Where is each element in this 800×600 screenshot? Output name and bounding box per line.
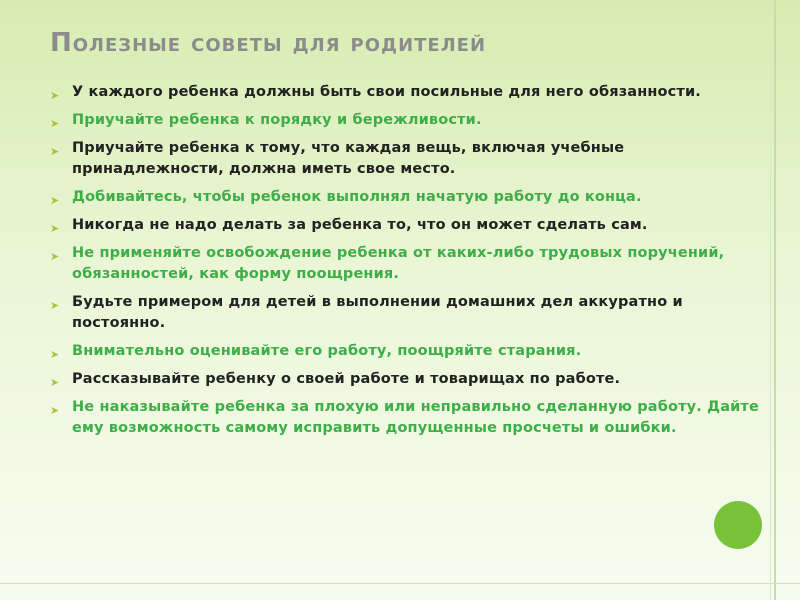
tip-text: Будьте примером для детей в выполнении домашних дел аккуратно и постоянно. — [72, 294, 683, 331]
decorative-green-circle — [714, 501, 762, 549]
arrow-bullet-icon: ➤ — [50, 404, 60, 417]
arrow-bullet-icon: ➤ — [50, 299, 60, 312]
tip-item — [46, 341, 761, 362]
arrow-bullet-icon: ➤ — [50, 376, 60, 389]
tip-item — [46, 110, 761, 131]
tip-text: У каждого ребенка должны быть свои посильные для него обязанности. — [72, 84, 701, 100]
tip-text: Не наказывайте ребенка за плохую или неправильно сделанную работу. Дайте ему возможность самому исправить допущенные просчеты и ошибки. — [72, 399, 759, 436]
slide-title: Полезные советы для родителей — [50, 28, 487, 58]
tip-item — [46, 215, 761, 236]
tip-text: Добивайтесь, чтобы ребенок выполнял начатую работу до конца. — [72, 189, 642, 205]
tip-item — [46, 243, 761, 285]
tip-text: Не применяйте освобождение ребенка от каких-либо трудовых поручений, обязанностей, как форму поощрения. — [72, 245, 725, 282]
tip-text: Внимательно оценивайте его работу, поощряйте старания. — [72, 343, 582, 359]
arrow-bullet-icon: ➤ — [50, 222, 60, 235]
tip-item — [46, 369, 761, 390]
arrow-bullet-icon: ➤ — [50, 194, 60, 207]
tip-text: Приучайте ребенка к порядку и бережливости. — [72, 112, 482, 128]
arrow-bullet-icon: ➤ — [50, 89, 60, 102]
tip-item — [46, 397, 761, 439]
tip-text: Рассказывайте ребенку о своей работе и товарищах по работе. — [72, 371, 621, 387]
frame-border-line — [770, 0, 771, 600]
bottom-divider — [0, 583, 800, 584]
tip-item — [46, 187, 761, 208]
arrow-bullet-icon: ➤ — [50, 145, 60, 158]
arrow-bullet-icon: ➤ — [50, 117, 60, 130]
tip-item — [46, 292, 761, 334]
tip-item — [46, 138, 761, 180]
tip-item — [46, 82, 761, 103]
tip-text: Приучайте ребенка к тому, что каждая вещь, включая учебные принадлежности, должна иметь свое место. — [72, 140, 625, 177]
arrow-bullet-icon: ➤ — [50, 348, 60, 361]
frame-border-line — [774, 0, 776, 600]
tips-list — [46, 82, 761, 446]
arrow-bullet-icon: ➤ — [50, 250, 60, 263]
tip-text: Никогда не надо делать за ребенка то, что он может сделать сам. — [72, 217, 648, 233]
